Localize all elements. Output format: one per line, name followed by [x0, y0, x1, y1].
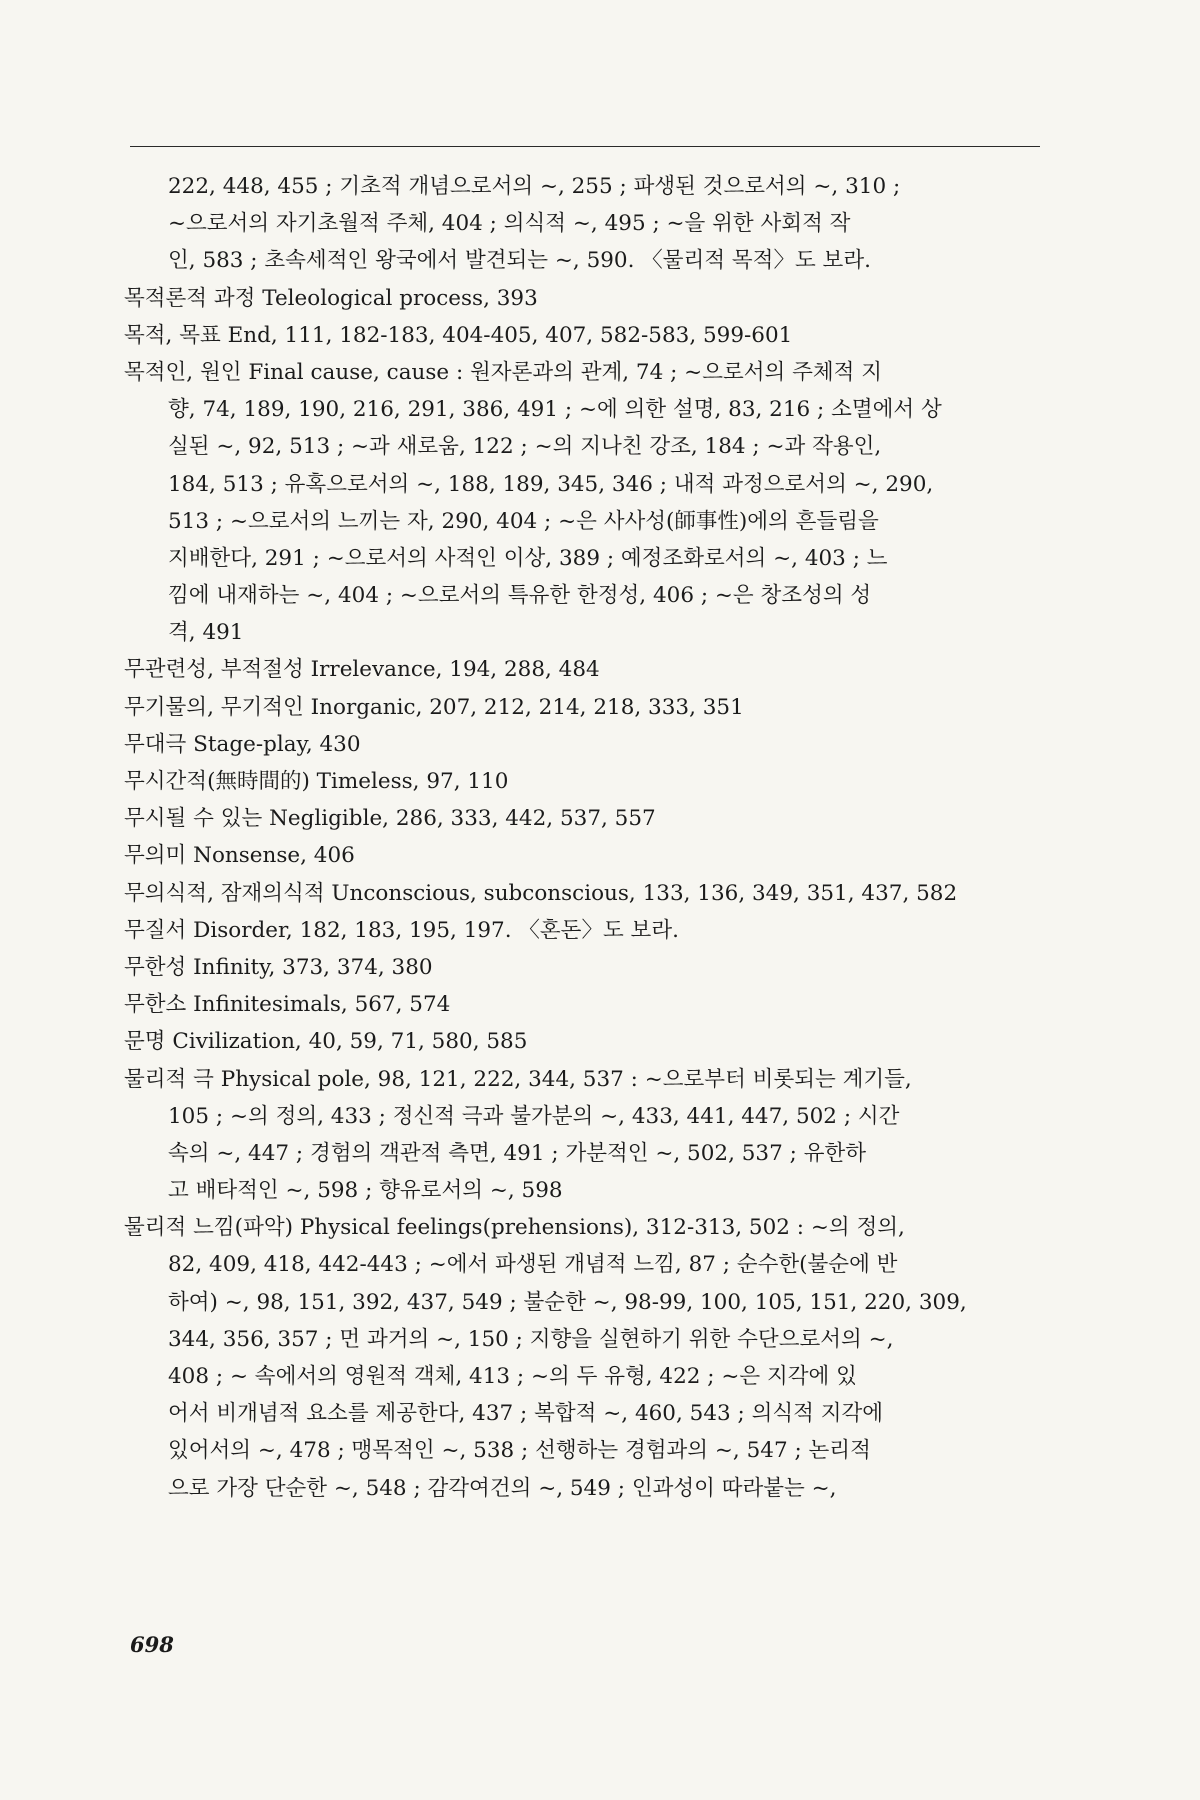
index-continuation-line: 어서 비개념적 요소를 제공한다, 437 ; 복합적 ~, 460, 543 ; 의식적 지각에 [168, 1401, 884, 1427]
index-continuation-line: 222, 448, 455 ; 기초적 개념으로서의 ~, 255 ; 파생된 것으로서의 ~, 310 ; [168, 174, 901, 199]
index-entry-line: 물리적 극 Physical pole, 98, 121, 222, 344, 537 : ~으로부터 비롯되는 계기들, [124, 1066, 912, 1092]
index-entry-line: 물리적 느낌(파악) Physical feelings(prehensions), 312-313, 502 : ~의 정의, [124, 1215, 905, 1241]
index-entry-line: 무대극 Stage-play, 430 [124, 731, 361, 757]
page-number: 698 [130, 1632, 174, 1657]
index-continuation-line: 513 ; ~으로서의 느끼는 자, 290, 404 ; ~은 사사성(師事性)에의 흔들림을 [168, 508, 879, 534]
index-continuation-line: 실된 ~, 92, 513 ; ~과 새로움, 122 ; ~의 지나친 강조, 184 ; ~과 작용인, [168, 434, 882, 460]
index-entry-line: 목적, 목표 End, 111, 182-183, 404-405, 407, 582-583, 599-601 [124, 322, 793, 348]
index-continuation-line: 344, 356, 357 ; 먼 과거의 ~, 150 ; 지향을 실현하기 위한 수단으로서의 ~, [168, 1326, 894, 1352]
index-entry-line: 무시될 수 있는 Negligible, 286, 333, 442, 537, 557 [124, 806, 656, 832]
index-entry-line: 무한소 Infinitesimals, 567, 574 [124, 992, 451, 1018]
index-continuation-line: ~으로서의 자기초월적 주체, 404 ; 의식적 ~, 495 ; ~을 위한 사회적 작 [168, 211, 851, 237]
index-continuation-line: 격, 491 [168, 620, 244, 646]
index-continuation-line: 지배한다, 291 ; ~으로서의 사적인 이상, 389 ; 예정조화로서의 ~, 403 ; 느 [168, 545, 888, 571]
index-continuation-line: 있어서의 ~, 478 ; 맹목적인 ~, 538 ; 선행하는 경험과의 ~, 547 ; 논리적 [168, 1438, 871, 1464]
index-continuation-line: 으로 가장 단순한 ~, 548 ; 감각여건의 ~, 549 ; 인과성이 따라붙는 ~, [168, 1475, 837, 1501]
index-continuation-line: 속의 ~, 447 ; 경험의 객관적 측면, 491 ; 가분적인 ~, 502, 537 ; 유한하 [168, 1140, 866, 1166]
index-continuation-line: 고 배타적인 ~, 598 ; 향유로서의 ~, 598 [168, 1178, 563, 1204]
index-entry-line: 목적인, 원인 Final cause, cause : 원자론과의 관계, 74 ; ~으로서의 주체적 지 [124, 359, 883, 385]
index-continuation-line: 낌에 내재하는 ~, 404 ; ~으로서의 특유한 한정성, 406 ; ~은 창조성의 성 [168, 583, 872, 609]
index-entry-line: 목적론적 과정 Teleological process, 393 [124, 285, 538, 311]
index-continuation-line: 향, 74, 189, 190, 216, 291, 386, 491 ; ~에 의한 설명, 83, 216 ; 소멸에서 상 [168, 397, 942, 423]
index-entry-line: 무기물의, 무기적인 Inorganic, 207, 212, 214, 218, 333, 351 [124, 694, 744, 720]
index-entry-line: 무의식적, 잠재의식적 Unconscious, subconscious, 133, 136, 349, 351, 437, 582 [124, 880, 958, 906]
index-entry-line: 무질서 Disorder, 182, 183, 195, 197. 〈혼돈〉도 보라. [124, 917, 679, 943]
index-continuation-line: 인, 583 ; 초속세적인 왕국에서 발견되는 ~, 590. 〈물리적 목적〉도 보라. [168, 248, 871, 274]
index-continuation-line: 82, 409, 418, 442-443 ; ~에서 파생된 개념적 느낌, 87 ; 순수한(불순에 반 [168, 1252, 898, 1278]
index-entry-line: 문명 Civilization, 40, 59, 71, 580, 585 [124, 1029, 528, 1055]
index-entry-line: 무시간적(無時間的) Timeless, 97, 110 [124, 769, 509, 794]
index-content [124, 168, 1040, 1507]
index-entry-line: 무한성 Infinity, 373, 374, 380 [124, 954, 433, 980]
header-rule [130, 146, 1040, 147]
index-entry-line: 무관련성, 부적절성 Irrelevance, 194, 288, 484 [124, 657, 600, 683]
index-continuation-line: 408 ; ~ 속에서의 영원적 객체, 413 ; ~의 두 유형, 422 ; ~은 지각에 있 [168, 1364, 857, 1389]
index-entry-line: 무의미 Nonsense, 406 [124, 843, 355, 869]
index-continuation-line: 184, 513 ; 유혹으로서의 ~, 188, 189, 345, 346 ; 내적 과정으로서의 ~, 290, [168, 471, 934, 497]
index-continuation-line: 하여) ~, 98, 151, 392, 437, 549 ; 불순한 ~, 98-99, 100, 105, 151, 220, 309, [168, 1289, 967, 1315]
index-continuation-line: 105 ; ~의 정의, 433 ; 정신적 극과 불가분의 ~, 433, 441, 447, 502 ; 시간 [168, 1103, 900, 1129]
